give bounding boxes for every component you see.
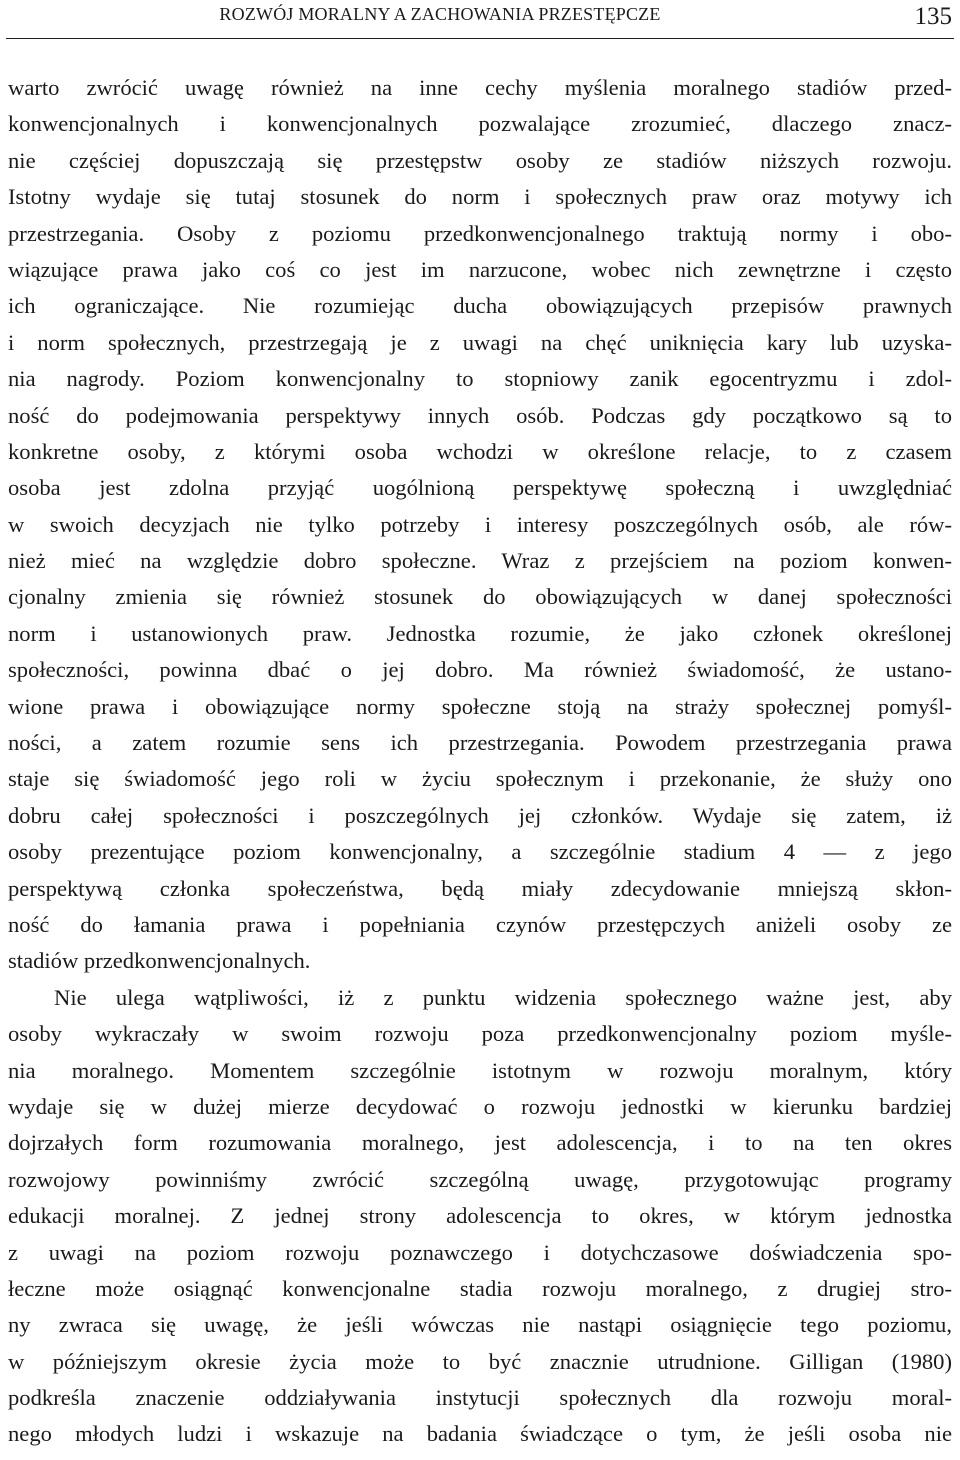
text-line: stadiów przedkonwencjonalnych.: [8, 948, 311, 974]
paragraph-2: [8, 980, 952, 1453]
page-header: [6, 0, 954, 39]
text-line: wiązujące prawa jako coś co jest im narzucone, wobec nich zewnętrzne i często: [8, 256, 952, 282]
text-line: osoby prezentujące poziom konwencjonalny, a szczególnie stadium 4 — z jego: [8, 839, 952, 865]
text-line: nie częściej dopuszczają się przestępstw osoby ze stadiów niższych rozwoju.: [8, 147, 952, 173]
text-line: perspektywą członka społeczeństwa, będą miały zdecydowanie mniejszą skłon-: [8, 875, 952, 901]
text-line: Nie ulega wątpliwości, iż z punktu widzenia społecznego ważne jest, aby: [54, 984, 952, 1010]
text-line: Istotny wydaje się tutaj stosunek do norm i społecznych praw oraz motywy ich: [8, 184, 952, 210]
text-line: wione prawa i obowiązujące normy społeczne stoją na straży społecznej pomyśl-: [8, 693, 952, 719]
text-line: staje się świadomość jego roli w życiu społecznym i przekonanie, że służy ono: [8, 766, 952, 792]
text-line: łeczne może osiągnąć konwencjonalne stadia rozwoju moralnego, z drugiej stro-: [8, 1275, 952, 1301]
text-line: edukacji moralnej. Z jednej strony adolescencja to okres, w którym jednostka: [8, 1203, 952, 1229]
text-line: ność do łamania prawa i popełniania czynów przestępczych aniżeli osoby ze: [8, 911, 952, 937]
text-line: nia moralnego. Momentem szczególnie istotnym w rozwoju moralnym, który: [8, 1057, 952, 1083]
text-line: rozwojowy powinniśmy zwrócić szczególną uwagę, przygotowując programy: [8, 1166, 952, 1192]
running-head: ROZWÓJ MORALNY A ZACHOWANIA PRZESTĘPCZE: [219, 4, 661, 24]
text-line: nia nagrody. Poziom konwencjonalny to stopniowy zanik egocentryzmu i zdol-: [8, 366, 952, 392]
text-line: ny zwraca się uwagę, że jeśli wówczas nie nastąpi osiągnięcie tego poziomu,: [8, 1312, 952, 1338]
text-line: norm i ustanowionych praw. Jednostka rozumie, że jako członek określonej: [8, 620, 952, 646]
text-line: cjonalny zmienia się również stosunek do obowiązujących w danej społeczności: [8, 584, 952, 610]
text-line: osoba jest zdolna przyjąć uogólnioną perspektywę społeczną i uwzględniać: [8, 475, 952, 501]
text-line: i norm społecznych, przestrzegają je z uwagi na chęć uniknięcia kary lub uzyska-: [8, 329, 952, 355]
text-line: ności, a zatem rozumie sens ich przestrzegania. Powodem przestrzegania prawa: [8, 730, 952, 756]
text-line: wydaje się w dużej mierze decydować o rozwoju jednostki w kierunku bardziej: [8, 1093, 952, 1119]
text-line: w swoich decyzjach nie tylko potrzeby i interesy poszczególnych osób, ale rów-: [8, 511, 952, 537]
text-line: społeczności, powinna dbać o jej dobro. Ma również świadomość, że ustano-: [8, 657, 952, 683]
text-line: dobru całej społeczności i poszczególnych jej członków. Wydaje się zatem, iż: [8, 802, 952, 828]
text-line: przestrzegania. Osoby z poziomu przedkonwencjonalnego traktują normy i obo-: [8, 220, 952, 246]
text-line: nież mieć na względzie dobro społeczne. Wraz z przejściem na poziom konwen-: [8, 548, 952, 574]
text-line: z uwagi na poziom rozwoju poznawczego i dotychczasowe doświadczenia spo-: [8, 1239, 952, 1265]
text-line: nego młodych ludzi i wskazuje na badania świadczące o tym, że jeśli osoba nie: [8, 1421, 952, 1447]
text-line: ność do podejmowania perspektywy innych osób. Podczas gdy początkowo są to: [8, 402, 952, 428]
text-line: ich ograniczające. Nie rozumiejąc ducha obowiązujących przepisów prawnych: [8, 293, 952, 319]
page-number: 135: [914, 3, 952, 30]
text-line: konwencjonalnych i konwencjonalnych pozwalające zrozumieć, dlaczego znacz-: [8, 111, 952, 137]
text-line: warto zwrócić uwagę również na inne cechy myślenia moralnego stadiów przed-: [8, 75, 952, 100]
text-line: w późniejszym okresie życia może to być znacznie utrudnione. Gilligan (1980): [8, 1348, 952, 1374]
body-text: [8, 70, 952, 1453]
paragraph-1: [8, 70, 952, 980]
text-line: podkreśla znaczenie oddziaływania instytucji społecznych dla rozwoju moral-: [8, 1385, 952, 1411]
text-line: osoby wykraczały w swoim rozwoju poza przedkonwencjonalny poziom myśle-: [8, 1021, 952, 1047]
text-line: konkretne osoby, z którymi osoba wchodzi w określone relacje, to z czasem: [8, 438, 952, 464]
text-line: dojrzałych form rozumowania moralnego, jest adolescencja, i to na ten okres: [8, 1130, 952, 1156]
